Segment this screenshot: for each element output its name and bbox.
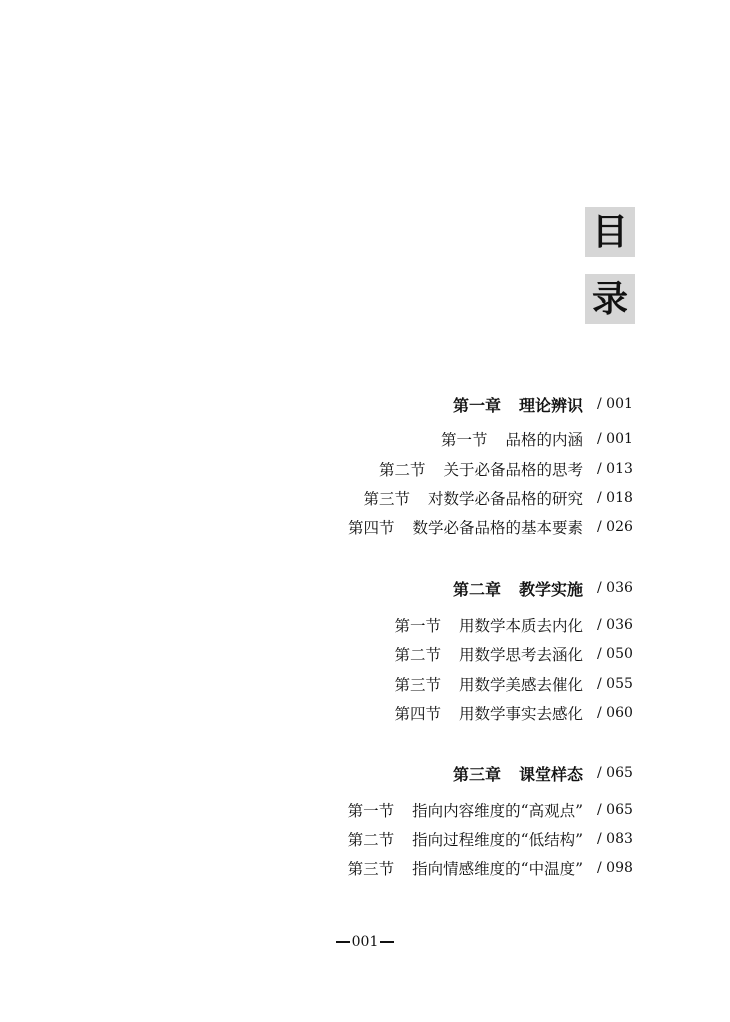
page-number: / 065 xyxy=(597,765,633,781)
section-name: 指向情感维度的“中温度” xyxy=(412,860,583,878)
section-name: 用数学思考去涵化 xyxy=(458,646,583,664)
page-number: / 060 xyxy=(597,705,633,721)
footer-dash-left xyxy=(336,941,350,943)
chapter-3-entry[interactable] xyxy=(453,762,635,784)
section-name: 数学必备品格的基本要素 xyxy=(412,519,583,537)
section-1-2-entry[interactable] xyxy=(379,458,635,480)
chapter-name: 课堂样态 xyxy=(518,764,583,784)
section-2-1-entry[interactable] xyxy=(394,614,635,636)
chapter-label: 第一章 xyxy=(452,395,501,415)
section-1-1-entry[interactable] xyxy=(441,428,635,450)
chapter-name: 教学实施 xyxy=(518,579,583,599)
section-2-2-entry[interactable] xyxy=(394,643,635,665)
section-label: 第三节 xyxy=(394,676,441,694)
page-number: / 065 xyxy=(597,802,633,818)
chapter-label: 第二章 xyxy=(452,579,501,599)
section-label: 第四节 xyxy=(347,519,395,537)
chapter-2-entry[interactable] xyxy=(453,577,635,599)
footer-dash-right xyxy=(380,941,394,943)
section-label: 第三节 xyxy=(347,860,395,878)
page-number: / 001 xyxy=(597,431,633,447)
section-1-4-entry[interactable] xyxy=(348,516,635,538)
page-number: / 036 xyxy=(597,580,633,596)
section-name: 用数学美感去催化 xyxy=(458,676,583,694)
section-3-1-entry[interactable] xyxy=(348,799,635,821)
page-number: / 018 xyxy=(597,490,633,506)
section-2-4-entry[interactable] xyxy=(394,702,635,724)
chapter-1-entry[interactable] xyxy=(453,393,635,415)
section-name: 关于必备品格的思考 xyxy=(443,461,583,479)
section-label: 第一节 xyxy=(347,802,395,820)
section-3-2-entry[interactable] xyxy=(348,828,635,850)
section-label: 第二节 xyxy=(378,461,426,479)
section-label: 第一节 xyxy=(394,617,441,635)
page-number: / 050 xyxy=(597,646,633,662)
footer-page-number: 001 xyxy=(351,934,379,950)
section-name: 指向内容维度的“高观点” xyxy=(412,802,583,820)
section-label: 第四节 xyxy=(394,705,441,723)
section-3-3-entry[interactable] xyxy=(348,857,635,879)
section-label: 第二节 xyxy=(347,831,395,849)
page-number: / 026 xyxy=(597,519,633,535)
page-number: / 098 xyxy=(597,860,633,876)
page-number: / 001 xyxy=(597,396,633,412)
section-name: 品格的内涵 xyxy=(505,431,583,449)
page-number: / 013 xyxy=(597,461,633,477)
toc-title-char-2: 录 xyxy=(585,274,635,324)
chapter-label: 第三章 xyxy=(452,764,501,784)
page-number: / 083 xyxy=(597,831,633,847)
section-label: 第二节 xyxy=(394,646,441,664)
section-label: 第三节 xyxy=(363,490,410,508)
chapter-name: 理论辨识 xyxy=(518,395,583,415)
page-number: / 055 xyxy=(597,676,633,692)
section-label: 第一节 xyxy=(440,431,488,449)
section-1-3-entry[interactable] xyxy=(363,487,635,509)
section-name: 指向过程维度的“低结构” xyxy=(412,831,583,849)
page-footer xyxy=(0,934,730,950)
section-2-3-entry[interactable] xyxy=(394,673,635,695)
toc-title-char-1: 目 xyxy=(585,207,635,257)
section-name: 对数学必备品格的研究 xyxy=(427,490,583,508)
section-name: 用数学事实去感化 xyxy=(458,705,583,723)
section-name: 用数学本质去内化 xyxy=(458,617,583,635)
page-number: / 036 xyxy=(597,617,633,633)
